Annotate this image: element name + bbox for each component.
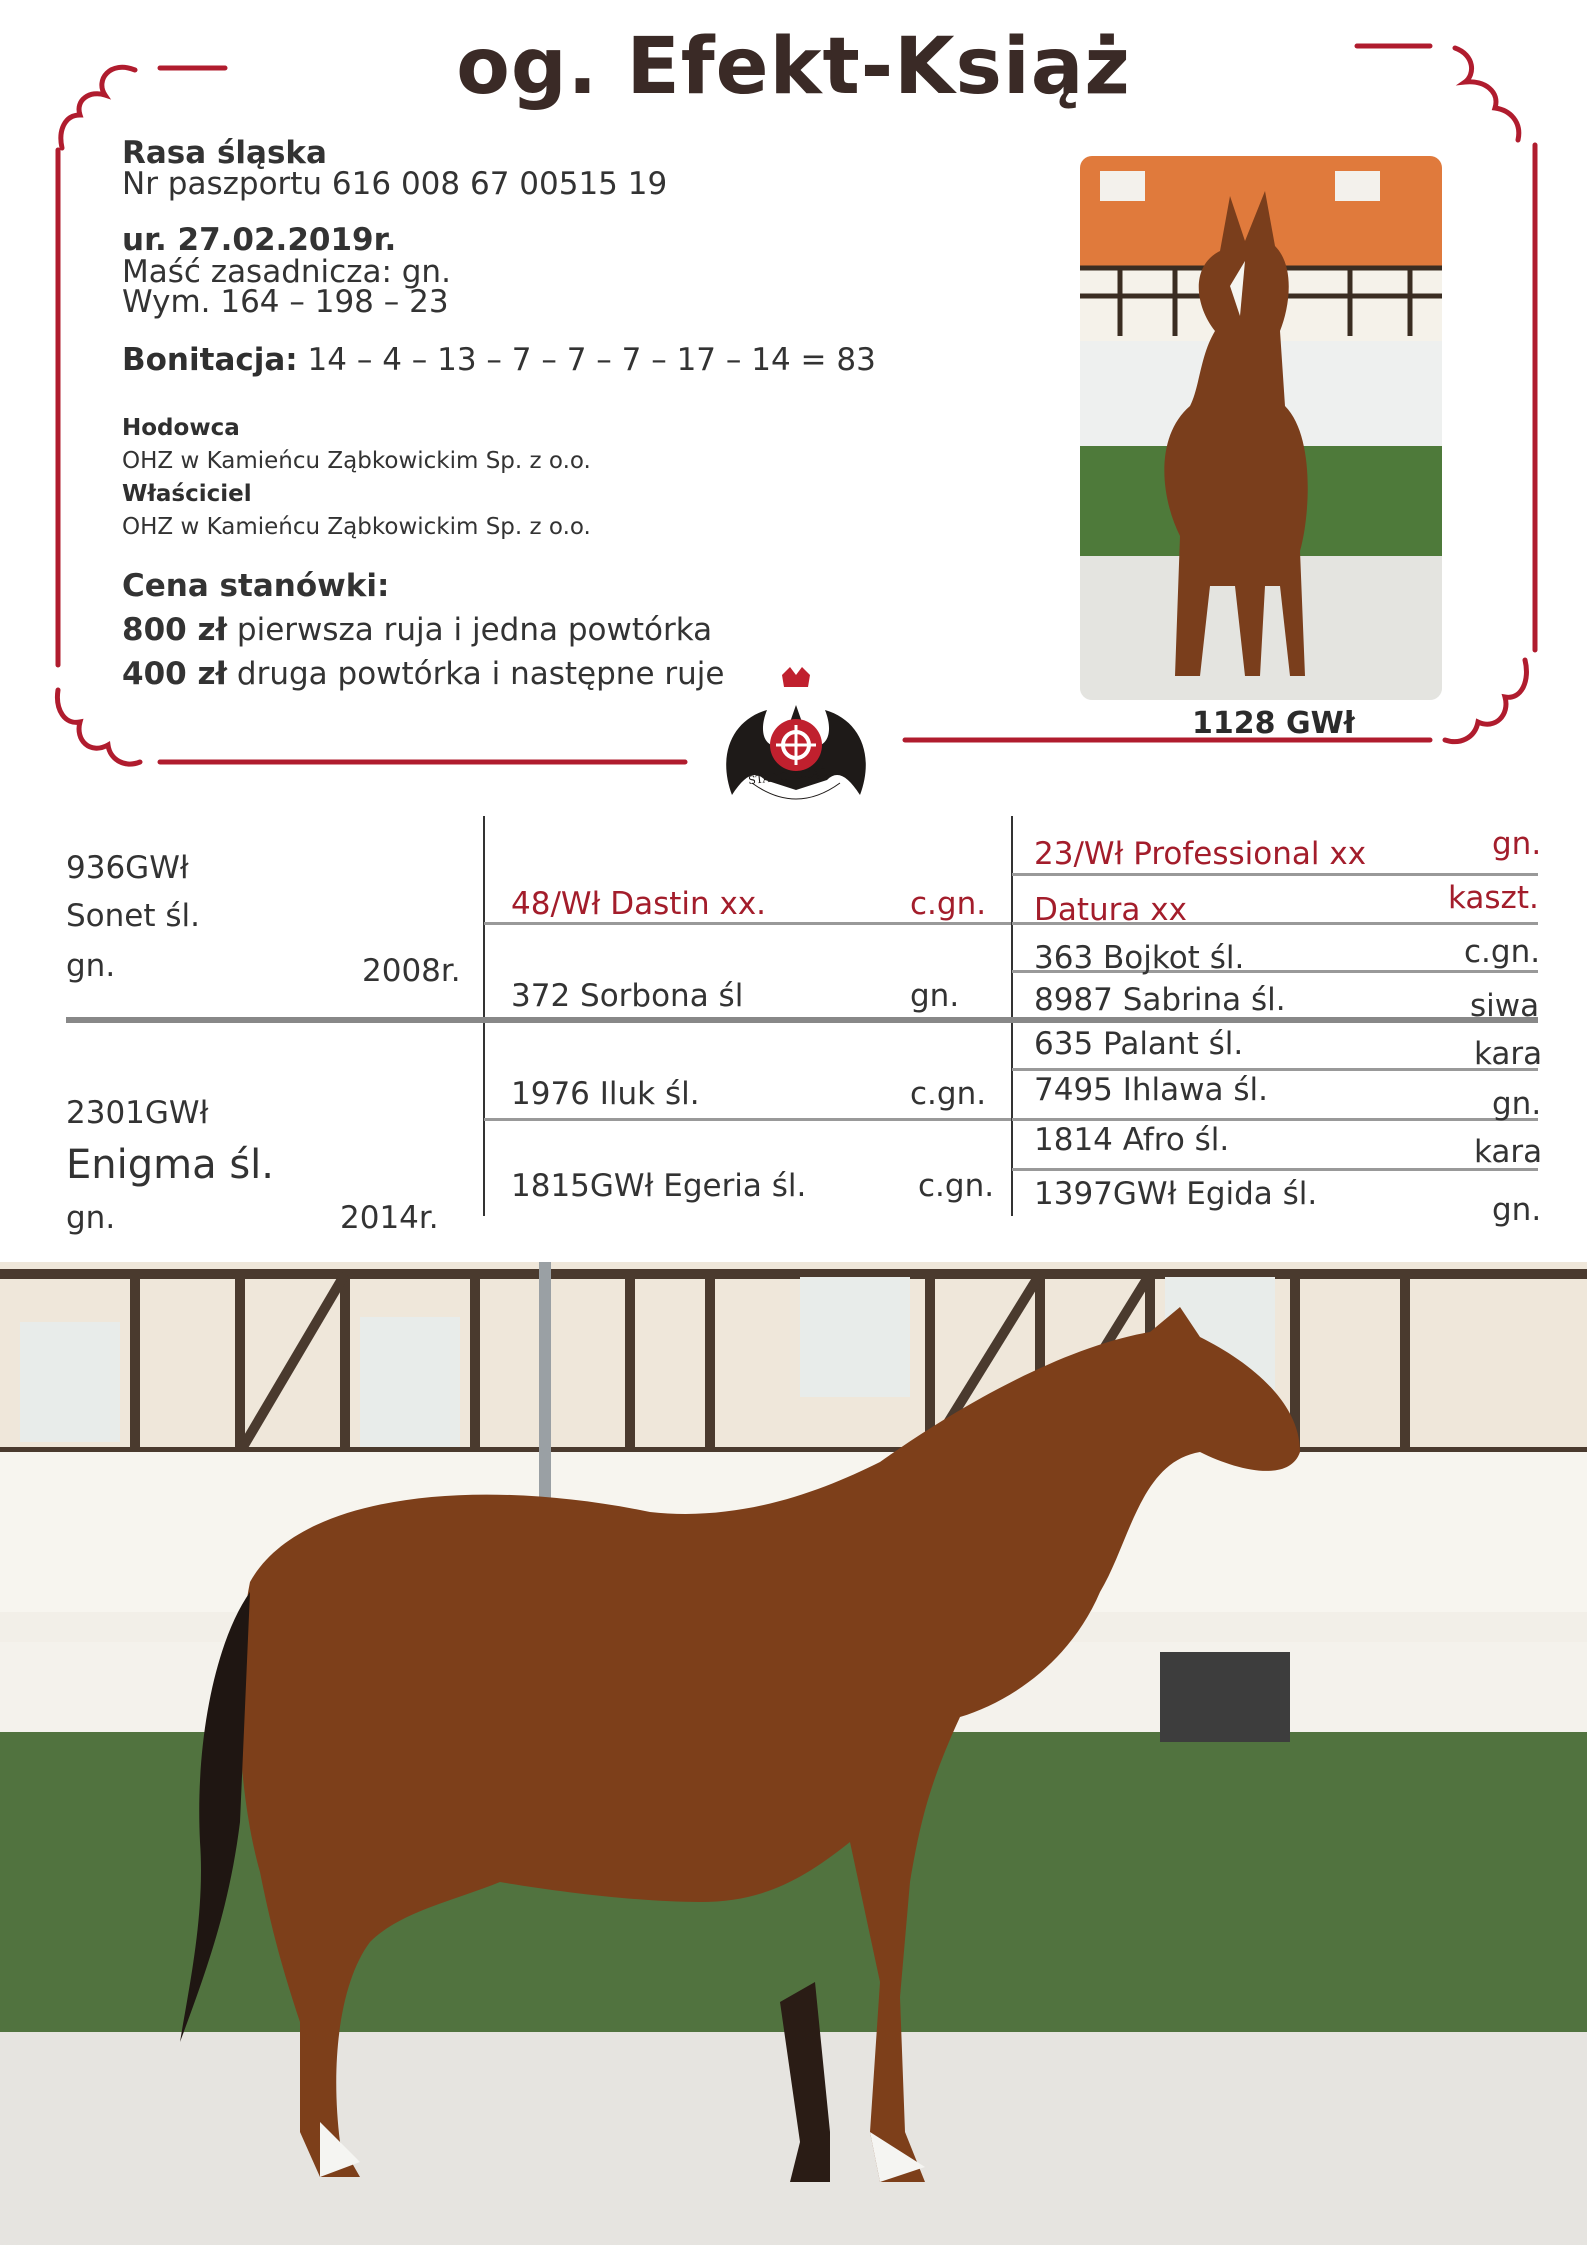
coat-color: Maść zasadnicza: gn. xyxy=(122,254,451,290)
gen2-name-1: 48/Wł Dastin xx. xyxy=(511,886,767,922)
gen2-color-3: c.gn. xyxy=(910,1076,987,1112)
pedigree-main-line xyxy=(66,1017,1538,1023)
gen3-name-7: 1814 Afro śl. xyxy=(1034,1122,1230,1158)
gen3-color-7: kara xyxy=(1474,1134,1543,1170)
gen2-name-4: 1815GWł Egeria śl. xyxy=(511,1168,807,1204)
gen3-name-6: 7495 Ihlawa śl. xyxy=(1034,1072,1268,1108)
gen3-color-8: gn. xyxy=(1492,1192,1542,1228)
gen3-name-4: 8987 Sabrina śl. xyxy=(1034,982,1286,1018)
owner: OHZ w Kamieńcu Ząbkowickim Sp. z o.o. xyxy=(122,514,591,540)
dimensions: Wym. 164 – 198 – 23 xyxy=(122,284,449,320)
gen3-line-4 xyxy=(1012,1068,1538,1071)
gen2-color-2: gn. xyxy=(910,978,960,1014)
gen3-name-5: 635 Palant śl. xyxy=(1034,1026,1244,1062)
gen2-color-4: c.gn. xyxy=(918,1168,995,1204)
horse-portrait-photo xyxy=(1080,156,1442,700)
gen2-line-1 xyxy=(484,922,1011,925)
gen3-name-2: Datura xx xyxy=(1034,892,1187,928)
sire-color: gn. xyxy=(66,948,116,984)
breeder: OHZ w Kamieńcu Ząbkowickim Sp. z o.o. xyxy=(122,448,591,474)
dam-number: 2301GWł xyxy=(66,1095,209,1131)
passport-number: Nr paszportu 616 008 67 00515 19 xyxy=(122,166,668,202)
gen3-color-4: siwa xyxy=(1470,988,1540,1024)
gen3-name-8: 1397GWł Egida śl. xyxy=(1034,1176,1318,1212)
photo-caption: 1128 GWł xyxy=(1192,706,1355,741)
gen3-color-6: gn. xyxy=(1492,1086,1542,1122)
page-title: og. Efekt-Książ xyxy=(456,22,1131,112)
logo-text: STADO KSIĄŻ xyxy=(747,765,828,788)
gen3-color-1: gn. xyxy=(1492,826,1542,862)
gen3-name-1: 23/Wł Professional xx xyxy=(1034,836,1367,872)
price-2-text: druga powtórka i następne ruje xyxy=(236,656,725,692)
owner-label: Właściciel xyxy=(122,481,252,507)
gen3-color-5: kara xyxy=(1474,1036,1543,1072)
dam-name: Enigma śl. xyxy=(66,1142,274,1188)
sire-name: Sonet śl. xyxy=(66,898,200,934)
rating-label: Bonitacja: xyxy=(122,342,298,378)
sire-year: 2008r. xyxy=(362,953,461,989)
price-line-2 xyxy=(122,656,724,692)
gen3-line-5 xyxy=(1012,1118,1538,1121)
gen3-name-3: 363 Bojkot śl. xyxy=(1034,940,1245,976)
gen2-line-2 xyxy=(484,1118,1011,1121)
gen2-name-2: 372 Sorbona śl xyxy=(511,978,744,1014)
pedigree-divider-2 xyxy=(1011,816,1013,1216)
breed: Rasa śląska xyxy=(122,135,327,171)
price-1-amount: 800 zł xyxy=(122,612,228,648)
price-1-text: pierwsza ruja i jedna powtórka xyxy=(236,612,713,648)
pedigree-divider-1 xyxy=(483,816,485,1216)
dam-color: gn. xyxy=(66,1200,116,1236)
horse-side-photo xyxy=(0,1262,1587,2245)
gen3-color-3: c.gn. xyxy=(1464,934,1541,970)
breeder-label: Hodowca xyxy=(122,415,240,441)
price-2-amount: 400 zł xyxy=(122,656,228,692)
birth-date: ur. 27.02.2019r. xyxy=(122,222,397,258)
price-label: Cena stanówki: xyxy=(122,568,390,604)
dam-year: 2014r. xyxy=(340,1200,439,1236)
gen3-line-6 xyxy=(1012,1168,1538,1171)
gen2-color-1: c.gn. xyxy=(910,886,987,922)
sire-number: 936GWł xyxy=(66,850,189,886)
rating xyxy=(122,342,876,378)
rating-value: 14 – 4 – 13 – 7 – 7 – 7 – 17 – 14 = 83 xyxy=(307,342,876,378)
gen3-line-1 xyxy=(1012,873,1538,876)
stud-logo xyxy=(712,665,880,820)
price-line-1 xyxy=(122,612,712,648)
gen2-name-3: 1976 Iluk śl. xyxy=(511,1076,700,1112)
gen3-color-2: kaszt. xyxy=(1448,880,1539,916)
